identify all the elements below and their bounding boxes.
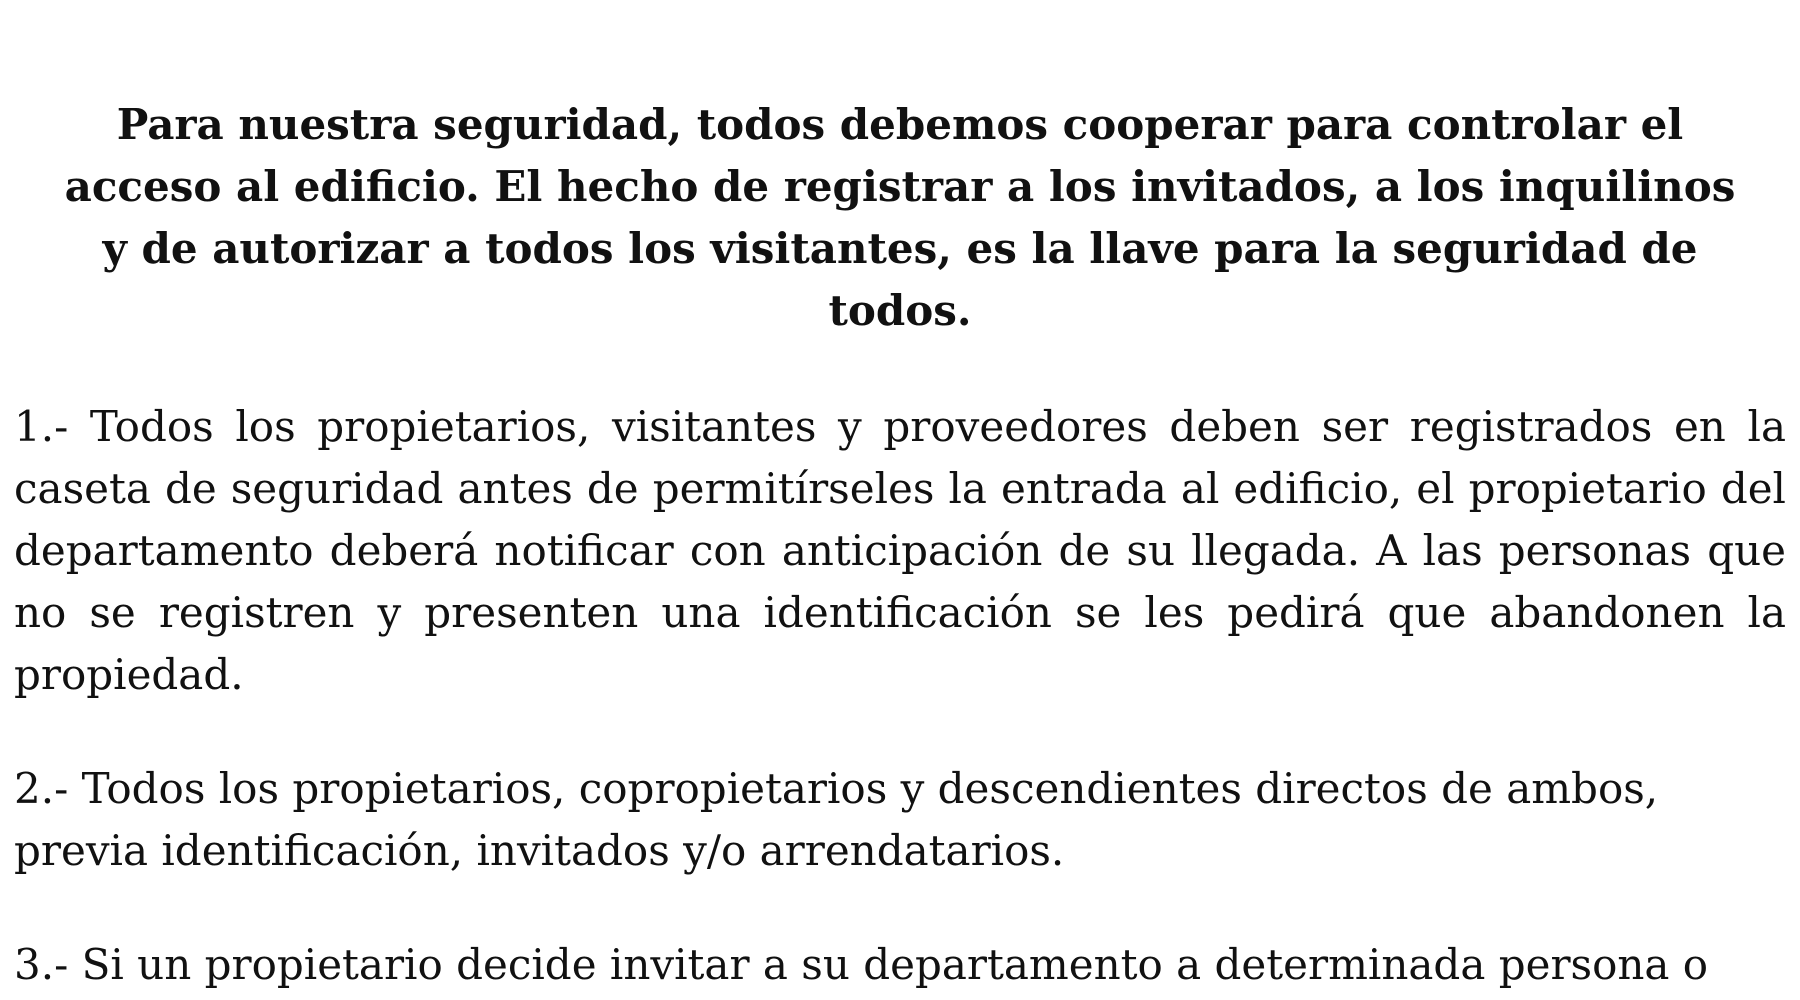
rule-item-1: 1.- Todos los propietarios, visitantes y proveedores deben ser registrados en la caseta de seguridad antes de permitírseles la entrada al edificio, el propietario del departamento deberá notificar con anticipación de su llegada. A las personas que no se registren y presenten una identificación se les pedirá que abandonen la propiedad. bbox=[14, 402, 1786, 699]
rules-list bbox=[14, 396, 1786, 1000]
rule-item-2: 2.- Todos los propietarios, copropietarios y descendientes directos de ambos, previa identificación, invitados y/o arrendatarios. bbox=[14, 764, 1659, 875]
security-intro-paragraph: Para nuestra seguridad, todos debemos cooperar para controlar el acceso al edificio. El hecho de registrar a los invitados, a los inquilinos y de autorizar a todos los visitantes, es la llave para la seguridad de todos. bbox=[64, 100, 1736, 335]
rule-item-3: 3.- Si un propietario decide invitar a su departamento a determinada persona o bbox=[14, 940, 1709, 989]
